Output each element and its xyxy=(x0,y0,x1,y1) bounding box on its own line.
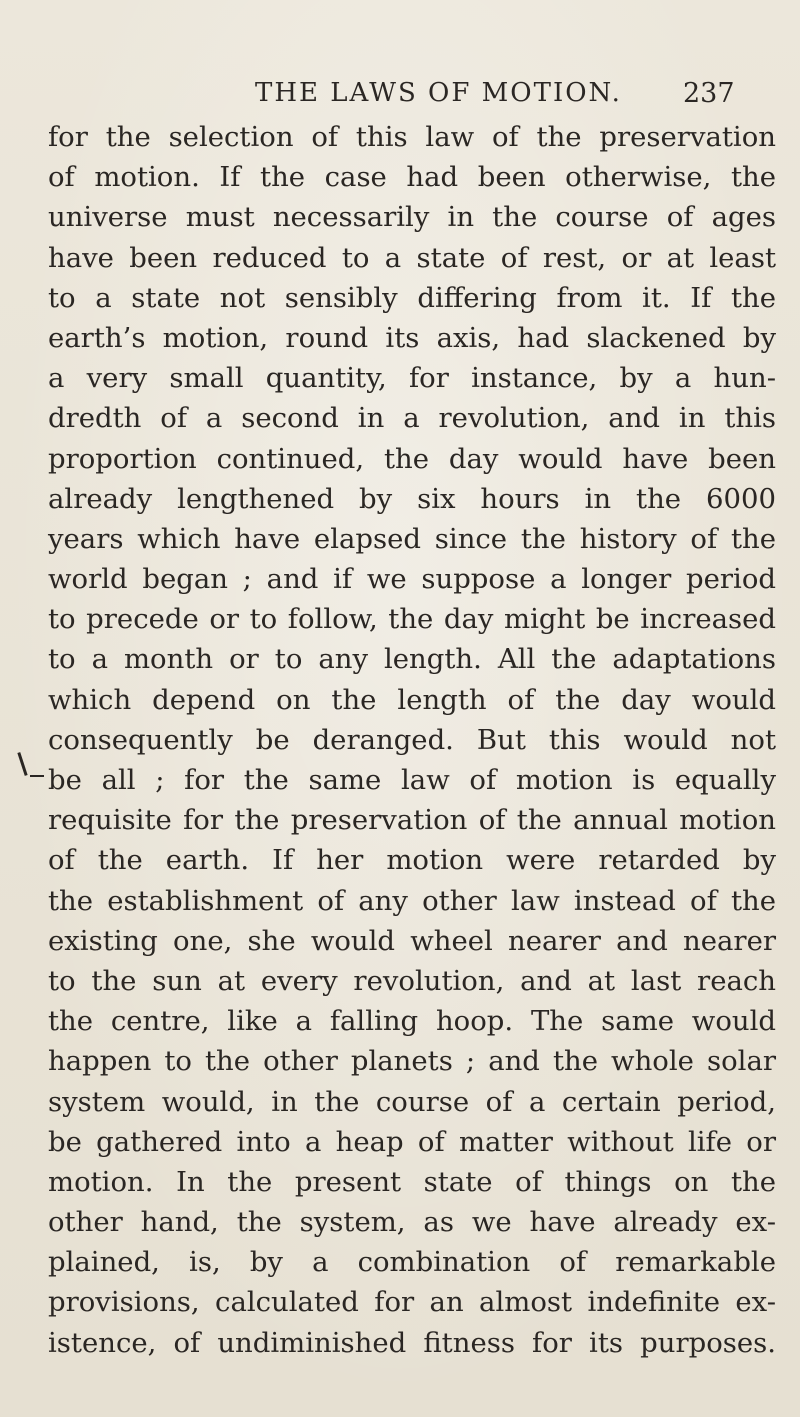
text-line: to the sun at every revolution, and at last reach xyxy=(48,964,776,997)
text-line: years which have elapsed since the history of the xyxy=(48,522,776,555)
text-line: the centre, like a falling hoop. The same would xyxy=(48,1005,776,1038)
text-line: already lengthened by six hours in the 6000 xyxy=(48,482,776,515)
text-line: provisions, calculated for an almost indefinite ex- xyxy=(48,1286,776,1319)
margin-mark-icon xyxy=(17,752,27,776)
text-line: earth’s motion, round its axis, had slackened by xyxy=(48,321,776,354)
text-line: be gathered into a heap of matter without life or xyxy=(48,1125,776,1158)
text-line: to precede or to follow, the day might be increased xyxy=(48,603,776,636)
text-line: of the earth. If her motion were retarded by xyxy=(48,844,776,877)
text-line: a very small quantity, for instance, by a hun- xyxy=(48,362,776,395)
text-line: universe must necessarily in the course of ages xyxy=(48,201,776,234)
text-line: plained, is, by a combination of remarkable xyxy=(48,1246,776,1279)
text-line: system would, in the course of a certain period, xyxy=(48,1085,776,1118)
text-line: the establishment of any other law instead of the xyxy=(48,884,776,917)
text-line: other hand, the system, as we have already ex- xyxy=(48,1206,776,1239)
text-line: for the selection of this law of the preservation xyxy=(48,121,776,153)
running-head-title: THE LAWS OF MOTION. xyxy=(255,78,622,108)
text-line: motion. In the present state of things on the xyxy=(48,1165,776,1198)
body-text xyxy=(48,117,776,1363)
margin-dash-icon xyxy=(30,775,44,777)
text-line: requisite for the preservation of the annual motion xyxy=(48,804,776,837)
page-number: 237 xyxy=(683,78,735,109)
text-line: world began ; and if we suppose a longer period xyxy=(48,563,776,596)
text-line: be all ; for the same law of motion is equally xyxy=(48,764,776,796)
text-line: dredth of a second in a revolution, and in this xyxy=(48,402,776,435)
text-line: happen to the other planets ; and the whole solar xyxy=(48,1045,776,1078)
text-line: to a state not sensibly differing from it. If the xyxy=(48,281,776,314)
text-line: which depend on the length of the day would xyxy=(48,683,776,716)
running-head xyxy=(0,78,800,118)
text-line: of motion. If the case had been otherwise, the xyxy=(48,161,776,194)
text-line: to a month or to any length. All the adaptations xyxy=(48,643,776,676)
text-line: consequently be deranged. But this would not xyxy=(48,723,776,756)
text-line: proportion continued, the day would have been xyxy=(48,442,776,475)
text-line: existing one, she would wheel nearer and nearer xyxy=(48,924,776,957)
text-line: istence, of undiminished fitness for its purposes. xyxy=(48,1326,776,1359)
text-line: have been reduced to a state of rest, or at least xyxy=(48,241,776,274)
